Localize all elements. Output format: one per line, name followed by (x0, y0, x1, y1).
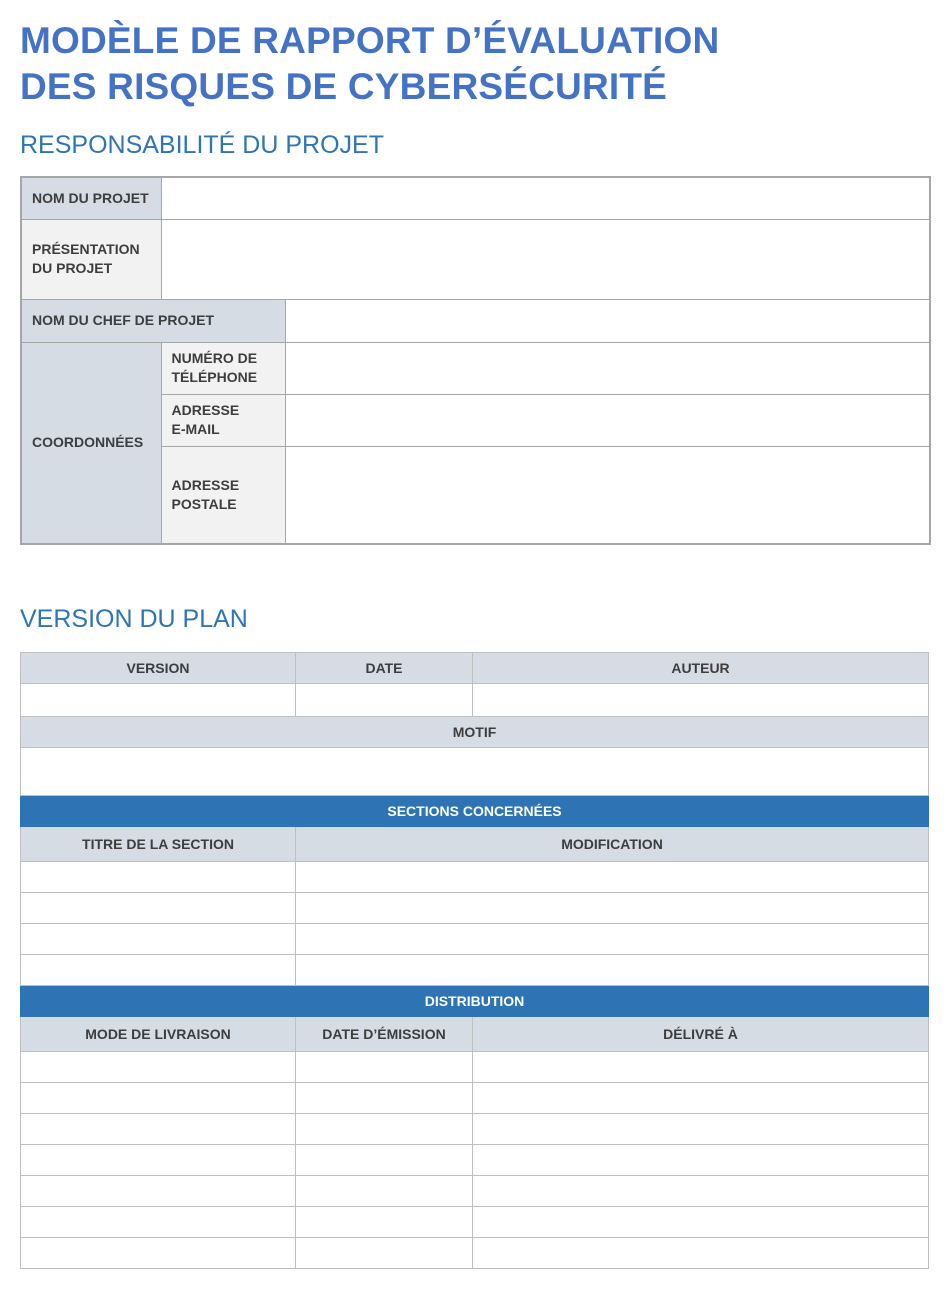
email-address-label: ADRESSE E-MAIL (161, 394, 285, 446)
section-title-cell[interactable] (21, 862, 296, 893)
author-column-header: AUTEUR (473, 653, 929, 684)
delivered-to-cell[interactable] (473, 1083, 929, 1114)
delivery-mode-cell[interactable] (21, 1238, 296, 1269)
project-manager-name-label: NOM DU CHEF DE PROJET (21, 299, 285, 342)
date-field[interactable] (296, 684, 473, 717)
project-overview-field[interactable] (161, 219, 930, 299)
title-line-2: DES RISQUES DE CYBERSÉCURITÉ (20, 66, 668, 107)
modification-column-header: MODIFICATION (296, 827, 929, 862)
delivered-to-cell[interactable] (473, 1114, 929, 1145)
postal-address-field[interactable] (285, 446, 930, 544)
issue-date-column-header: DATE D’ÉMISSION (296, 1017, 473, 1052)
table-row (21, 1145, 929, 1176)
delivery-mode-cell[interactable] (21, 1052, 296, 1083)
author-field[interactable] (473, 684, 929, 717)
delivered-to-column-header: DÉLIVRÉ À (473, 1017, 929, 1052)
table-row (21, 1114, 929, 1145)
issue-date-cell[interactable] (296, 1145, 473, 1176)
delivery-mode-cell[interactable] (21, 1083, 296, 1114)
project-overview-label: PRÉSENTATION DU PROJET (21, 219, 161, 299)
modification-cell[interactable] (296, 955, 929, 986)
version-field[interactable] (21, 684, 296, 717)
reason-field[interactable] (21, 748, 929, 796)
modification-cell[interactable] (296, 924, 929, 955)
table-row (21, 924, 929, 955)
delivery-mode-cell[interactable] (21, 1176, 296, 1207)
version-column-header: VERSION (21, 653, 296, 684)
table-row (21, 1083, 929, 1114)
project-name-field[interactable] (161, 177, 930, 219)
project-name-label: NOM DU PROJET (21, 177, 161, 219)
date-column-header: DATE (296, 653, 473, 684)
reason-header: MOTIF (21, 717, 929, 748)
contact-details-label: COORDONNÉES (21, 342, 161, 544)
phone-number-label: NUMÉRO DE TÉLÉPHONE (161, 342, 285, 394)
modification-cell[interactable] (296, 893, 929, 924)
email-address-field[interactable] (285, 394, 930, 446)
table-row (21, 1238, 929, 1269)
section-title-cell[interactable] (21, 893, 296, 924)
table-row (21, 955, 929, 986)
table-row (21, 862, 929, 893)
table-row (21, 893, 929, 924)
issue-date-cell[interactable] (296, 1083, 473, 1114)
issue-date-cell[interactable] (296, 1052, 473, 1083)
section-title-cell[interactable] (21, 955, 296, 986)
issue-date-cell[interactable] (296, 1238, 473, 1269)
table-row (21, 1176, 929, 1207)
plan-version-heading: VERSION DU PLAN (20, 605, 248, 633)
phone-number-field[interactable] (285, 342, 930, 394)
delivery-mode-cell[interactable] (21, 1207, 296, 1238)
title-line-1: MODÈLE DE RAPPORT D’ÉVALUATION (20, 20, 720, 61)
affected-sections-band: SECTIONS CONCERNÉES (21, 796, 929, 827)
section-title-cell[interactable] (21, 924, 296, 955)
issue-date-cell[interactable] (296, 1114, 473, 1145)
project-responsibility-heading: RESPONSABILITÉ DU PROJET (20, 131, 384, 159)
table-row (21, 1207, 929, 1238)
delivery-mode-cell[interactable] (21, 1145, 296, 1176)
document-title (20, 18, 920, 110)
issue-date-cell[interactable] (296, 1176, 473, 1207)
section-title-column-header: TITRE DE LA SECTION (21, 827, 296, 862)
project-responsibility-table (20, 176, 931, 545)
plan-version-table (20, 652, 929, 1269)
project-manager-name-field[interactable] (285, 299, 930, 342)
issue-date-cell[interactable] (296, 1207, 473, 1238)
delivered-to-cell[interactable] (473, 1145, 929, 1176)
postal-address-label: ADRESSE POSTALE (161, 446, 285, 544)
delivered-to-cell[interactable] (473, 1207, 929, 1238)
delivered-to-cell[interactable] (473, 1052, 929, 1083)
delivery-mode-column-header: MODE DE LIVRAISON (21, 1017, 296, 1052)
modification-cell[interactable] (296, 862, 929, 893)
delivered-to-cell[interactable] (473, 1238, 929, 1269)
delivery-mode-cell[interactable] (21, 1114, 296, 1145)
delivered-to-cell[interactable] (473, 1176, 929, 1207)
table-row (21, 1052, 929, 1083)
distribution-band: DISTRIBUTION (21, 986, 929, 1017)
